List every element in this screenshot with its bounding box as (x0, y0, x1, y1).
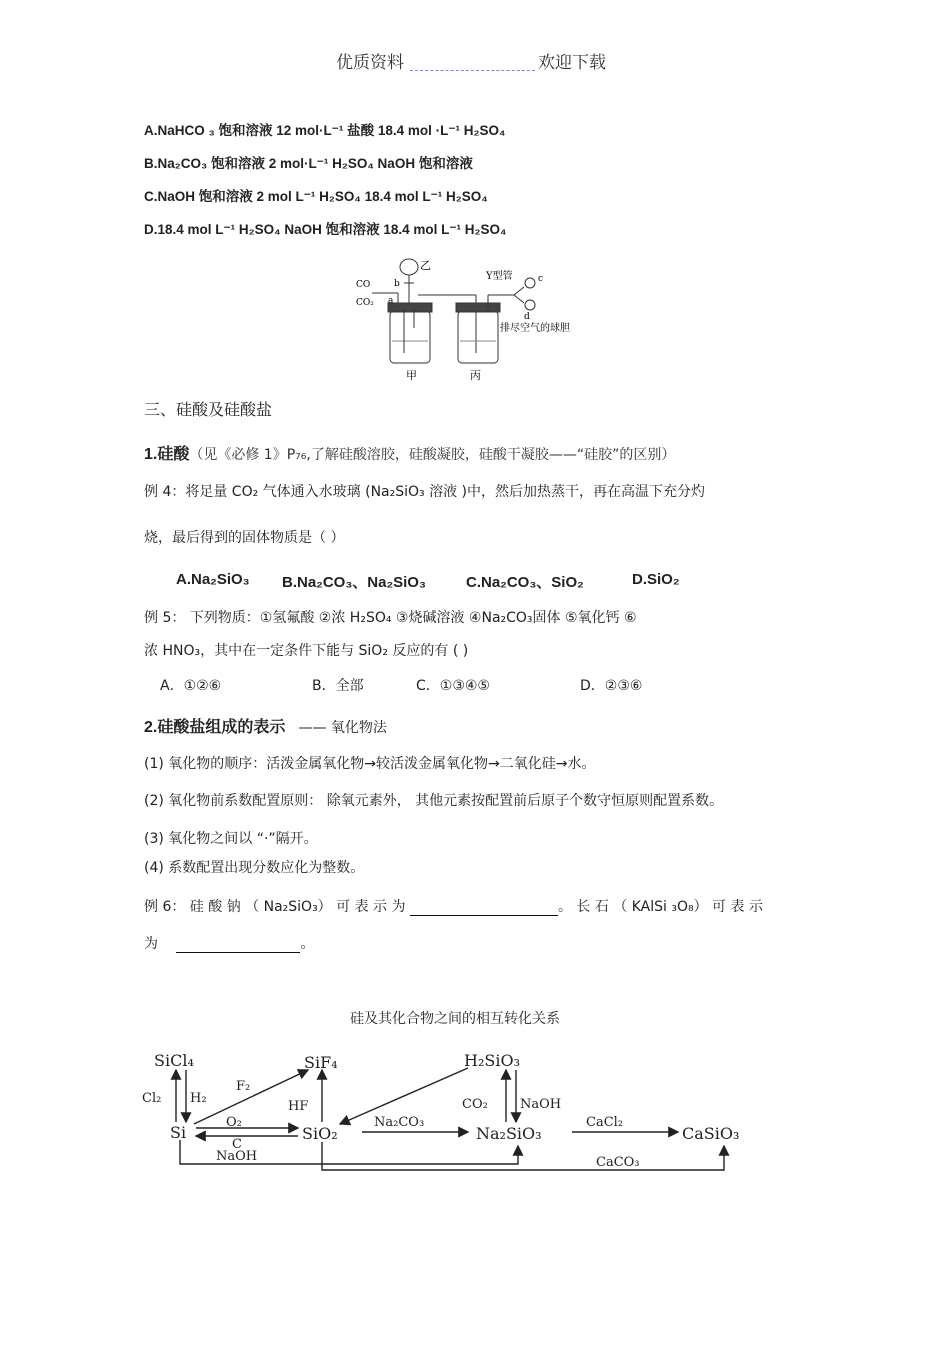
label-y-tube: Y型管 (486, 271, 513, 282)
option-b-top: B.Na₂CO₃ 饱和溶液 2 mol·L⁻¹ H₂SO₄ NaOH 饱和溶液 (144, 156, 473, 171)
ex6-part2: 。 长 石 （ KAlSi ₃O₈） 可 表 示 (557, 899, 763, 915)
ex4-option-b: B.Na₂CO₃、Na₂SiO₃ (282, 574, 426, 591)
ex6-end: 。 (300, 936, 315, 952)
ex4-option-d: D.SiO₂ (632, 571, 680, 588)
node-sicl4: SiCl₄ (154, 1051, 194, 1070)
item1-line (144, 441, 675, 464)
edge-f2: F₂ (236, 1079, 251, 1094)
ex6-blank-1[interactable] (410, 901, 558, 916)
ex6-line2 (144, 933, 314, 953)
edge-cacl2: CaCl₂ (586, 1115, 624, 1130)
ex5-option-c: C．①③④⑤ (416, 678, 490, 694)
item1-desc: （见《必修 1》P₇₆,了解硅酸溶胶，硅酸凝胶，硅酸干凝胶——“硅胶”的区别） (189, 447, 676, 463)
edge-naoh-bottom: NaOH (216, 1149, 258, 1164)
funnel-yi (400, 259, 418, 275)
item2-line (144, 714, 387, 737)
label-co2: CO₂ (356, 298, 374, 308)
diagram-title: 硅及其化合物之间的相互转化关系 (350, 1011, 560, 1027)
ex5-option-a: A．①②⑥ (160, 678, 222, 694)
edge-hf: HF (288, 1099, 309, 1114)
ex4-line2: 烧，最后得到的固体物质是（ ） (144, 530, 345, 546)
label-c: c (538, 274, 544, 284)
item1-title: 1.硅酸 (144, 446, 190, 463)
label-co: CO (356, 280, 371, 290)
apparatus-figure (352, 253, 580, 385)
ex5-line2: 浓 HNO₃，其中在一定条件下能与 SiO₂ 反应的有 ( ) (144, 643, 469, 659)
ex4-line1: 例 4：将足量 CO₂ 气体通入水玻璃 (Na₂SiO₃ 溶液 )中，然后加热蒸干，再在高温下充分灼 (144, 484, 706, 500)
option-a-top: A.NaHCO ₃ 饱和溶液 12 mol·L⁻¹ 盐酸 18.4 mol ·L⁻¹ H₂SO₄ (144, 123, 506, 138)
edge-cl2: Cl₂ (142, 1091, 162, 1106)
ex5-line1: 例 5： 下列物质：①氢氟酸 ②浓 H₂SO₄ ③烧碱溶液 ④Na₂CO₃固体 ⑤氧化钙 ⑥ (144, 610, 637, 626)
header-left: 优质资料 (336, 53, 404, 73)
node-si: Si (170, 1123, 187, 1142)
arrow-sio2-to-casio3 (322, 1142, 724, 1170)
node-sif4: SiF₄ (304, 1053, 338, 1072)
rule-1: (1) 氧化物的顺序：活泼金属氧化物→较活泼金属氧化物→二氧化硅→水。 (144, 756, 596, 772)
edge-h2: H₂ (190, 1091, 207, 1106)
rule-4: (4) 系数配置出现分数应化为整数。 (144, 860, 365, 876)
option-c-top: C.NaOH 饱和溶液 2 mol L⁻¹ H₂SO₄ 18.4 mol L⁻¹ H₂SO₄ (144, 189, 488, 204)
edge-co2: CO₂ (462, 1097, 488, 1112)
ex5-option-d: D．②③⑥ (580, 678, 643, 694)
header-right: 欢迎下载 (538, 53, 606, 73)
rule-2: (2) 氧化物前系数配置原则： 除氧元素外， 其他元素按配置前后原子个数守恒原则配置系数。 (144, 793, 724, 809)
label-bing: 丙 (470, 369, 481, 382)
ex6-blank-2[interactable] (176, 938, 300, 953)
edge-na2co3: Na₂CO₃ (374, 1115, 425, 1130)
header-divider (410, 70, 535, 71)
ex6-line1 (144, 896, 763, 916)
bottle-jia (390, 311, 430, 363)
node-sio2: SiO₂ (302, 1124, 338, 1143)
rule-3: (3) 氧化物之间以 “·”隔开。 (144, 831, 318, 847)
ex4-option-c: C.Na₂CO₃、SiO₂ (466, 574, 584, 591)
item2-method: —— 氧化物法 (298, 720, 387, 736)
ex6-part1: 例 6： 硅 酸 钠 （ Na₂SiO₃） 可 表 示 为 (144, 899, 406, 915)
conversion-diagram (140, 1040, 770, 1175)
label-d: d (524, 312, 530, 322)
bottle-bing (458, 311, 498, 363)
ex5-option-b: B．全部 (312, 678, 364, 694)
edge-naoh: NaOH (520, 1097, 562, 1112)
ex4-option-a: A.Na₂SiO₃ (176, 571, 250, 588)
option-d-top: D.18.4 mol L⁻¹ H₂SO₄ NaOH 饱和溶液 18.4 mol L⁻¹ H₂SO₄ (144, 222, 507, 237)
edge-caco3: CaCO₃ (596, 1155, 640, 1170)
item2-title: 2.硅酸盐组成的表示 (144, 719, 286, 736)
edge-c: C (232, 1137, 242, 1152)
label-yi: 乙 (420, 259, 431, 272)
label-b: b (394, 279, 400, 289)
node-casio3: CaSiO₃ (682, 1124, 740, 1143)
node-h2sio3: H₂SiO₃ (464, 1051, 520, 1070)
edge-o2: O₂ (226, 1115, 242, 1130)
node-na2sio3: Na₂SiO₃ (476, 1124, 542, 1143)
arrow-si-to-sif4 (194, 1070, 308, 1124)
section-title: 三、硅酸及硅酸盐 (144, 400, 273, 419)
label-bulb: 排尽空气的球胆 (500, 323, 570, 334)
label-a: a (388, 296, 394, 306)
label-jia: 甲 (406, 369, 417, 382)
ex6-line2-label: 为 (144, 936, 158, 952)
